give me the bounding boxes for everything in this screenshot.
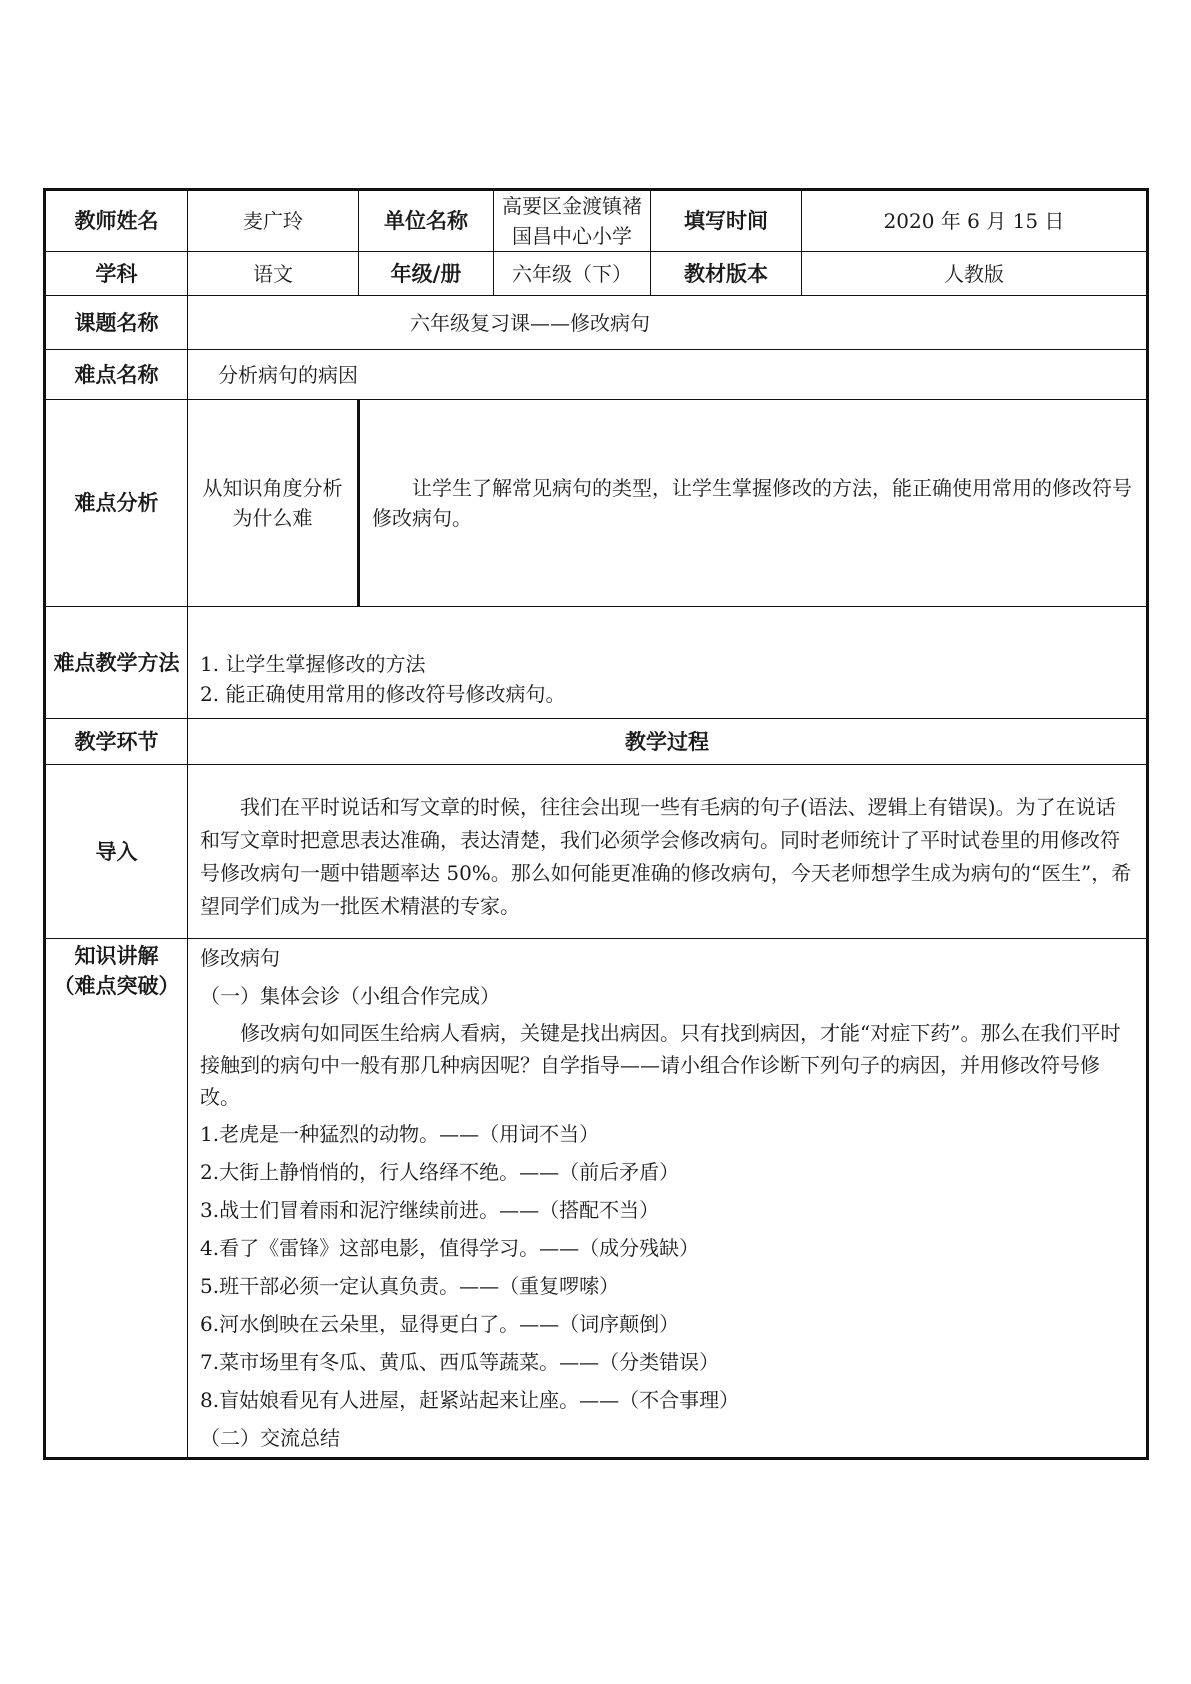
topic-value: 六年级复习课——修改病句 <box>188 296 1148 350</box>
intro-text: 我们在平时说话和写文章的时候，往往会出现一些有毛病的句子(语法、逻辑上有错误)。为了在说话和写文章时把意思表达准确，表达清楚，我们必须学会修改病句。同时老师统计了平时试卷里的用修改符号修改病句一题中错题率达 50%。那么如何能更准确的修改病句，今天老师想学生成为病句的“医生”，希望同学们成为一批医术精湛的专家。 <box>200 795 1132 918</box>
analysis-value: 让学生了解常见病句的类型，让学生掌握修改的方法，能正确使用常用的修改符号修改病句。 <box>372 476 1132 530</box>
example-item-3: 3.战士们冒着雨和泥泞继续前进。——（搭配不当） <box>200 1198 660 1222</box>
edition-label: 教材版本 <box>651 252 802 296</box>
knowledge-title: 修改病句 <box>200 946 280 970</box>
grade-value: 六年级（下） <box>494 252 651 296</box>
grade-label: 年级/册 <box>359 252 494 296</box>
method-row <box>45 607 1148 719</box>
topic-label: 课题名称 <box>45 296 188 350</box>
analysis-sub-label: 从知识角度分析为什么难 <box>188 400 359 607</box>
example-item-7: 7.菜市场里有冬瓜、黄瓜、西瓜等蔬菜。——（分类错误） <box>200 1350 720 1374</box>
topic-row <box>45 296 1148 350</box>
analysis-value-cell <box>359 400 1148 607</box>
knowledge-label-cell <box>45 939 188 1459</box>
difficulty-label: 难点名称 <box>45 350 188 400</box>
edition-value: 人教版 <box>802 252 1148 296</box>
info-row-2 <box>45 252 1148 296</box>
knowledge-label-line2: （难点突破） <box>53 974 180 998</box>
teacher-name-value: 麦广玲 <box>188 190 359 252</box>
example-item-1: 1.老虎是一种猛烈的动物。——（用词不当） <box>200 1122 600 1146</box>
knowledge-cell <box>188 939 1148 1459</box>
knowledge-label-line1: 知识讲解 <box>74 944 159 968</box>
method-label: 难点教学方法 <box>45 607 188 719</box>
example-item-8: 8.盲姑娘看见有人进屋，赶紧站起来让座。——（不合事理） <box>200 1388 740 1412</box>
example-item-6: 6.河水倒映在云朵里，显得更白了。——（词序颠倒） <box>200 1312 680 1336</box>
knowledge-paragraph: 修改病句如同医生给病人看病，关键是找出病因。只有找到病因，才能“对症下药”。那么在我们平时接触到的病句中一般有那几种病因呢？自学指导——请小组合作诊断下列句子的病因，并用修改符号修改。 <box>200 1021 1121 1109</box>
intro-cell <box>188 765 1148 939</box>
example-item-5: 5.班干部必须一定认真负责。——（重复啰嗦） <box>200 1274 620 1298</box>
subject-label: 学科 <box>45 252 188 296</box>
analysis-label: 难点分析 <box>45 400 188 607</box>
method-item-1: 1. 让学生掌握修改的方法 <box>200 652 426 676</box>
info-row-1 <box>45 190 1148 252</box>
unit-name-value: 高要区金渡镇褚国昌中心小学 <box>494 190 651 252</box>
teaching-process-label: 教学过程 <box>188 719 1148 765</box>
fill-date-value: 2020 年 6 月 15 日 <box>802 190 1148 252</box>
teacher-name-label: 教师姓名 <box>45 190 188 252</box>
lesson-plan-table <box>43 188 1149 1460</box>
example-item-4: 4.看了《雷锋》这部电影，值得学习。——（成分残缺） <box>200 1236 700 1260</box>
method-cell <box>188 607 1148 719</box>
intro-row <box>45 765 1148 939</box>
subject-value: 语文 <box>188 252 359 296</box>
knowledge-section-2: （二）交流总结 <box>200 1426 340 1450</box>
analysis-row <box>45 400 1148 607</box>
teaching-stage-label: 教学环节 <box>45 719 188 765</box>
knowledge-row <box>45 939 1148 1459</box>
intro-label: 导入 <box>45 765 188 939</box>
knowledge-section-1: （一）集体会诊（小组合作完成） <box>200 984 500 1008</box>
fill-date-label: 填写时间 <box>651 190 802 252</box>
difficulty-value: 分析病句的病因 <box>188 350 1148 400</box>
difficulty-row <box>45 350 1148 400</box>
lesson-plan-document <box>43 188 1146 1460</box>
example-item-2: 2.大街上静悄悄的，行人络绎不绝。——（前后矛盾） <box>200 1160 680 1184</box>
process-header-row <box>45 719 1148 765</box>
method-item-2: 2. 能正确使用常用的修改符号修改病句。 <box>200 682 566 706</box>
unit-name-label: 单位名称 <box>359 190 494 252</box>
